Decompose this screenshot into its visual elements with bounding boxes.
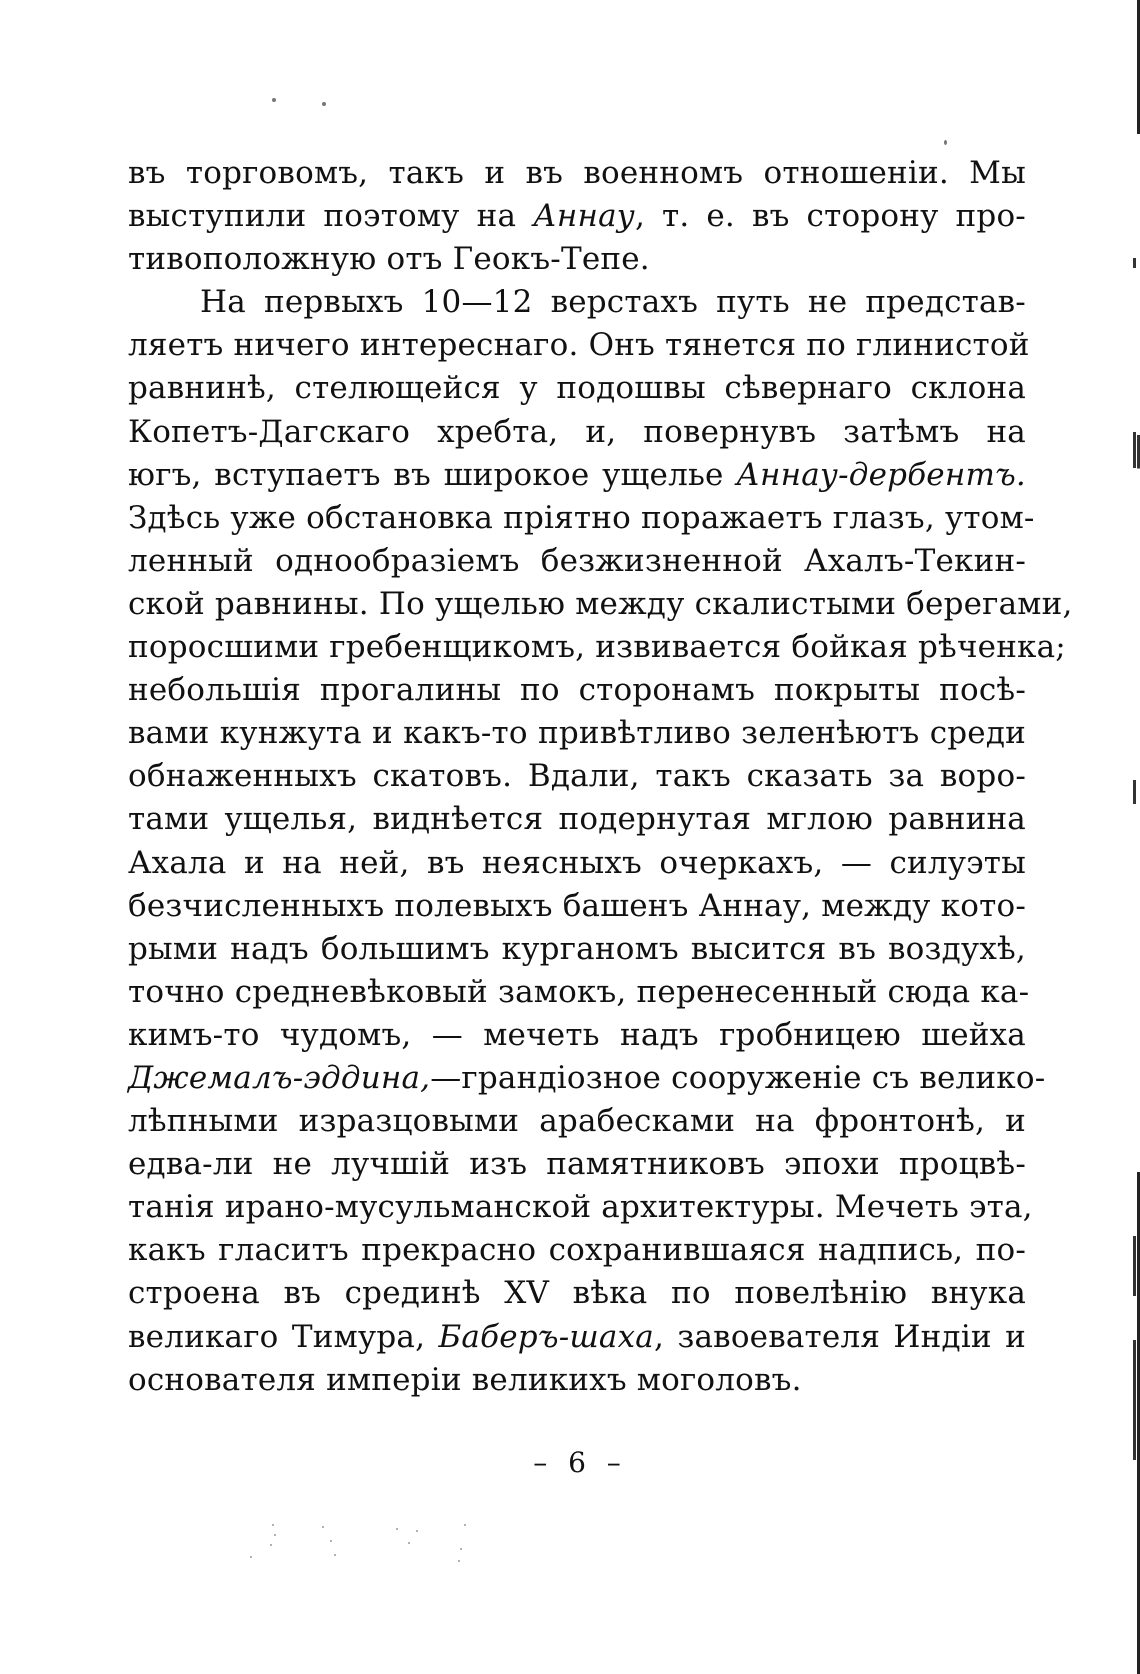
text-line-23: лѣпными изразцовыми арабесками на фронтонѣ, и [128, 1103, 1026, 1140]
text-line-12: поросшими гребенщикомъ, извивается бойкая рѣченка; [128, 629, 1066, 666]
binding-mark [1133, 780, 1136, 804]
text-line-17: Ахала и на ней, въ неясныхъ очеркахъ, — силуэты [128, 844, 1026, 881]
text-line-21: кимъ-то чудомъ, — мечеть надъ гробницею шейха [128, 1016, 1026, 1053]
place-name-annau-derbent: Аннау-дербентъ. [736, 456, 1026, 493]
text-line-14: вами кунжута и какъ-то привѣтливо зеленѣютъ среди [128, 715, 1026, 752]
text-line-10: ленный однообразіемъ безжизненной Ахалъ-Текин- [128, 542, 1026, 579]
person-name-jemal-eddin: Джемалъ-эддина, [128, 1059, 431, 1096]
binding-mark [1133, 1236, 1136, 1296]
text-line-9: Здѣсь уже обстановка пріятно поражаетъ глазъ, утом- [128, 499, 1035, 536]
text-line-13: небольшія прогалины по сторонамъ покрыты посѣ- [128, 672, 1026, 709]
page-number: – 6 – [533, 1446, 627, 1479]
text-line-29: основателя имперіи великихъ моголовъ. [128, 1361, 802, 1398]
text-line-28-start: великаго Тимура, [128, 1318, 439, 1355]
body-text [128, 152, 1073, 1402]
text-line-2-end: , т. е. въ сторону про- [634, 198, 1026, 235]
text-line-5: ляетъ ничего интереснаго. Онъ тянется по глинистой [128, 327, 1030, 364]
text-line-26: какъ гласитъ прекрасно сохранившаяся надпись, по- [128, 1232, 1026, 1269]
text-line-15: обнаженныхъ скатовъ. Вдали, такъ сказать за воро- [128, 758, 1026, 795]
binding-mark [1133, 258, 1136, 268]
text-line-4: На первыхъ 10—12 верстахъ путь не представ- [200, 284, 1026, 321]
text-line-24: едва-ли не лучшій изъ памятниковъ эпохи процвѣ- [128, 1146, 1026, 1183]
text-line-22 [128, 1057, 1046, 1100]
text-line-8-start: югъ, вступаетъ въ широкое ущелье [128, 456, 737, 493]
text-line-11: ской равнины. По ущелью между скалистыми берегами, [128, 585, 1073, 622]
text-line-28-end: , завоевателя Индіи и [653, 1318, 1026, 1355]
text-line-16: тами ущелья, виднѣется подернутая мглою равнина [128, 801, 1026, 838]
binding-mark [1133, 1340, 1136, 1460]
text-line-27: строена въ срединѣ XV вѣка по повелѣнію внука [128, 1275, 1026, 1312]
scan-speck [322, 102, 326, 106]
text-line-8 [128, 454, 1026, 497]
binding-mark [1133, 432, 1136, 468]
text-line-25: танія ирано-мусульманской архитектуры. Мечеть эта, [128, 1189, 1033, 1226]
text-line-22-end: —грандіозное сооруженіе съ велико- [430, 1059, 1046, 1096]
show-through-marks [250, 1520, 550, 1570]
text-line-2 [128, 195, 1026, 238]
person-name-baber-shah: Баберъ-шаха [438, 1318, 654, 1355]
scan-speck [272, 98, 276, 102]
text-line-2-start: выступили поэтому на [128, 198, 534, 235]
text-line-7: Копетъ-Дагскаго хребта, и, повернувъ затѣмъ на [128, 413, 1026, 450]
place-name-annau: Аннау [533, 198, 635, 235]
text-line-19: рыми надъ большимъ курганомъ высится въ воздухѣ, [128, 930, 1026, 967]
scan-speck [944, 140, 947, 145]
text-line-20: точно средневѣковый замокъ, перенесенный сюда ка- [128, 973, 1030, 1010]
text-line-1: въ торговомъ, такъ и въ военномъ отношеніи. Мы [128, 155, 1026, 191]
text-line-18: безчисленныхъ полевыхъ башенъ Аннау, между кото- [128, 887, 1026, 924]
text-line-6: равнинѣ, стелющейся у подошвы сѣвернаго склона [128, 370, 1026, 407]
text-line-28 [128, 1316, 1026, 1359]
text-line-3: тивоположную отъ Геокъ-Тепе. [128, 241, 650, 278]
